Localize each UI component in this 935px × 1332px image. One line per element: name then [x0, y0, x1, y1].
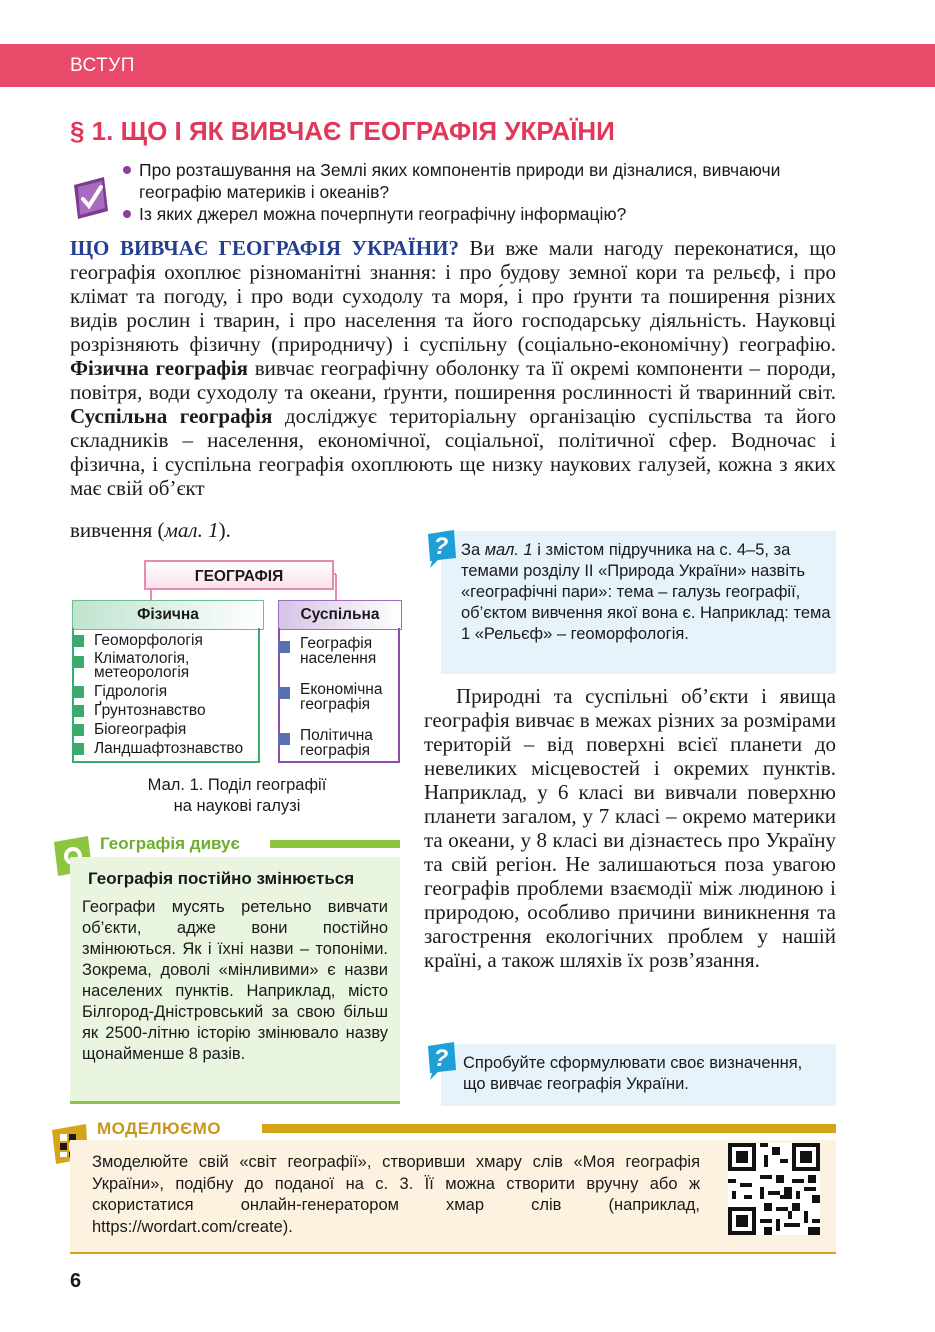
physical-item [74, 631, 258, 650]
wonder-text: Географи мусять ретельно вивчати об’єкти, адже вони постійно змінюються. Як і їхні назви – топоніми. Зокрема, доволі «мінливими» є назви населених пунктів. Наприклад, місто Білгород-Дністровський за свою більш як 2500-літню історію змінювало назву щонайменше 8 разів. [82, 898, 388, 1063]
model-text: Змоделюйте свій «світ географії», створивши хмару слів «Моя географія України», подібну до поданої на с. 3. Її можна створити вручну або ж скористатися онлайн-генератором хмар слів (наприклад, https://wordart.com/create). [92, 1153, 700, 1236]
social-item [280, 682, 395, 712]
figure-caption [72, 775, 402, 817]
item-label: Гідрологія [94, 683, 168, 700]
paragraph-last-line [70, 518, 410, 542]
social-header: Суспільна [278, 600, 402, 630]
physical-item [74, 739, 258, 758]
model-box [70, 1140, 836, 1254]
wonder-underline [70, 1101, 400, 1104]
section-label: ВСТУП [70, 55, 135, 76]
bullet-square-icon [72, 656, 84, 668]
page-title: § 1. ЩО І ЯК ВИВЧАЄ ГЕОГРАФІЯ УКРАЇНИ [70, 116, 615, 146]
physical-list [72, 628, 260, 763]
text-run: і змістом підручника на с. 4–5, за темами розділу ІІ «Природа України» назвіть «географічні пари»: тема – галузь географії, об’єктом вивчення якої вона є. Наприклад: тема 1 «Рельєф» – геоморфологія. [461, 541, 831, 643]
question-text: Спробуйте сформулювати своє визначення, що вивчає географія України. [463, 1054, 803, 1093]
question-icon [424, 1040, 458, 1078]
social-list [278, 628, 400, 763]
item-label: Ґрунтознавство [94, 702, 206, 719]
model-rule [262, 1124, 836, 1133]
qr-code[interactable] [728, 1143, 820, 1235]
bullet-square-icon [278, 687, 290, 699]
wonder-label: Географія дивує [100, 834, 240, 853]
second-paragraph: Природні та суспільні об’єкти і явища географія вивчає в межах різних за розмірами територій – від поверхні всієї планети до невеликих місцевостей і окремих пунктів. Наприклад, у 6 класі ви вивчали поверхню планети загалом, у 7 класі – окремо материки та океани, у 8 класі ви дізнаєтесь про Україну та свій регіон. Не залишаються поза увагою географів проблеми взаємодії між людиною і природою, особливо причини виникнення та загострення екологічних проблем у нашій країні, а також шляхів їх розв’язання. [424, 684, 836, 972]
item-label: Географія населення [300, 635, 377, 667]
svg-text:?: ? [433, 533, 449, 560]
text-run: ). [218, 518, 231, 542]
item-label: Ландшафтознавство [94, 740, 244, 757]
physical-item [74, 650, 258, 682]
lead-heading: ЩО ВИВЧАЄ ГЕОГРАФІЯ УКРАЇНИ? [70, 236, 459, 260]
term-social: Суспільна географія [70, 404, 273, 428]
intro-question: Про розташування на Землі яких компонентів природи ви дізналися, вивчаючи географію материків і океанів? [123, 159, 853, 203]
wonder-box [70, 857, 400, 1103]
text-run: досліджує територіальну організацію суспільства та його складників – населення, економічної, соціальної, політичної сфер. Водночас і фізична, і суспільна географія охоплюють ще низку наукових галузей, кожна з яких має свій об’єкт [70, 404, 836, 500]
intro-questions [123, 159, 853, 225]
text-run: вивчення ( [70, 518, 165, 542]
intro-question: Із яких джерел можна почерпнути географічну інформацію? [123, 203, 853, 225]
bullet-square-icon [72, 743, 84, 755]
main-paragraph [70, 236, 836, 500]
diagram-title: ГЕОГРАФІЯ [144, 560, 334, 590]
bullet-square-icon [278, 733, 290, 745]
item-label: Геоморфологія [94, 632, 203, 649]
item-label: Біогеографія [94, 721, 187, 738]
physical-item [74, 682, 258, 701]
bullet-square-icon [72, 635, 84, 647]
bullet-square-icon [278, 641, 290, 653]
text-run: Ви вже мали нагоду переконатися, що географія охоплює різноманітні знання: і про будову земної кори та рельєф, і про клімат та погоду, і про води суходолу та моря́, і про ґрунти та поширення різних видів рослин і тварин, і про населення та його господарську діяльність. Науковці розрізняють фізичну (природничу) і суспільну (соціально-економічну) географію. [70, 236, 836, 356]
svg-text:?: ? [433, 1045, 449, 1072]
caption-line: на наукові галузі [173, 797, 301, 815]
physical-header: Фізична [72, 600, 264, 630]
item-label: Кліматологія, метеорологія [94, 650, 190, 681]
caption-line: Мал. 1. Поділ географії [147, 776, 327, 794]
question-text [461, 540, 831, 645]
figure-ref: мал. 1 [164, 518, 219, 542]
page-number: 6 [70, 1270, 82, 1292]
checkmark-icon [70, 175, 112, 217]
term-physical: Фізична географія [70, 356, 249, 380]
text-run: За [461, 541, 485, 559]
question-box [441, 531, 836, 674]
bullet-square-icon [72, 705, 84, 717]
item-label: Економічна географія [300, 681, 383, 713]
social-item [280, 636, 385, 666]
physical-item [74, 701, 258, 720]
physical-item [74, 720, 258, 739]
social-item [280, 728, 385, 758]
bullet-square-icon [72, 686, 84, 698]
figure-ref: мал. 1 [484, 541, 533, 559]
question-box-2 [441, 1044, 836, 1106]
bullet-square-icon [72, 724, 84, 736]
text-run: вивчає географічну оболонку та її окремі компоненти – породи, повітря, води суходолу та океани, ґрунти, поширення рослинності й тваринний світ. [70, 356, 837, 404]
question-icon [424, 528, 458, 566]
model-label: МОДЕЛЮЄМО [97, 1119, 222, 1138]
wonder-heading: Географія постійно змінюється [88, 869, 355, 888]
wonder-rule [270, 840, 400, 848]
item-label: Політична географія [300, 727, 373, 759]
section-header-bar [0, 44, 935, 87]
